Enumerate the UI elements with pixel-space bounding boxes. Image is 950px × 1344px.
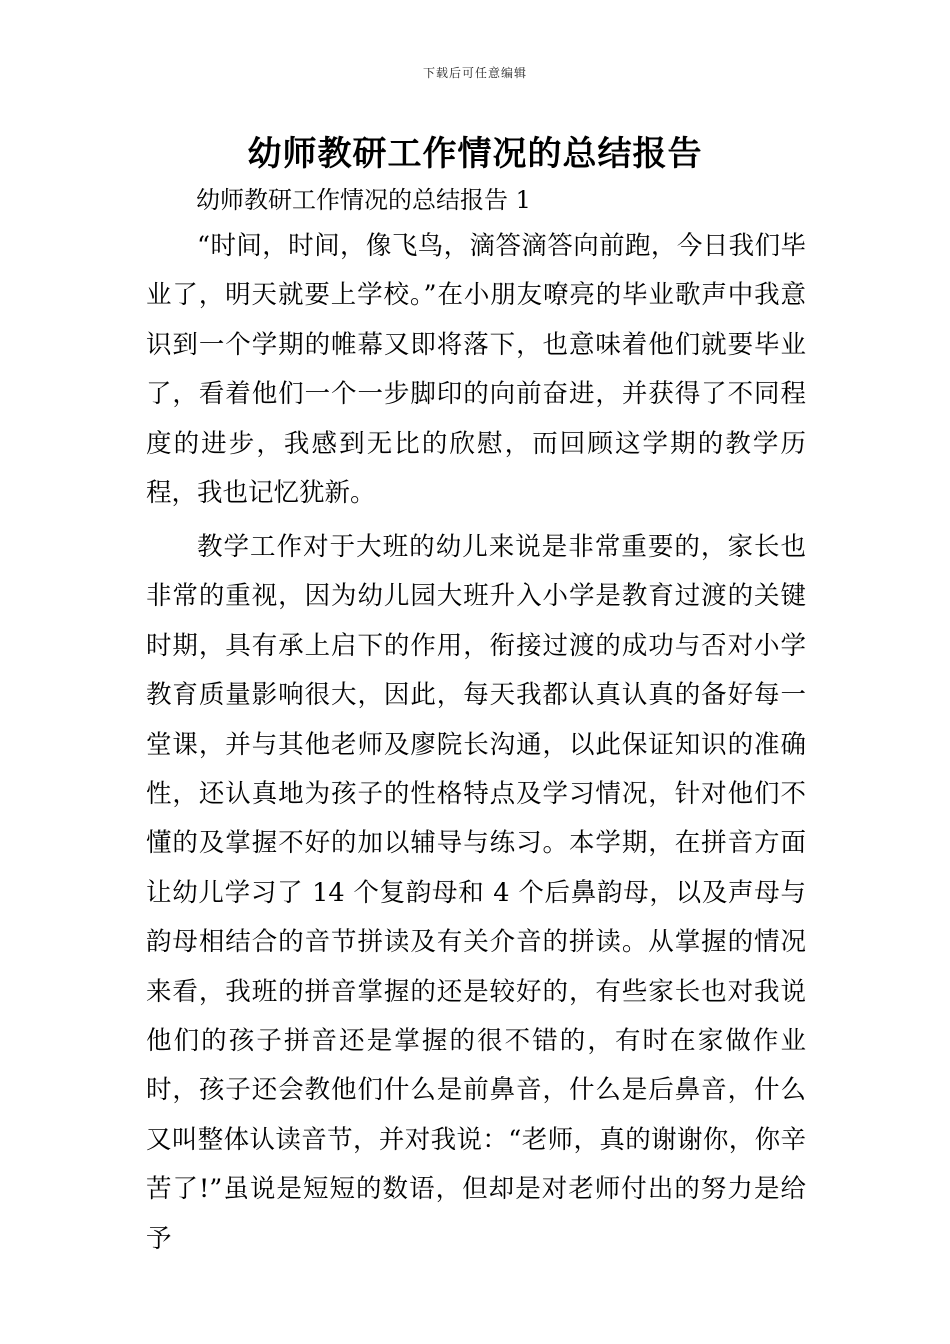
section-subtitle: 幼师教研工作情况的总结报告 1 [196,186,531,214]
header-note: 下载后可任意编辑 [422,66,527,80]
paragraph-2: 教学工作对于大班的幼儿来说是非常重要的，家长也非常的重视，因为幼儿园大班升入小学是教育过渡的关键时期，具有承上启下的作用，衔接过渡的成功与否对小学教育质量影响很大，因此，每天我都认真认真的备好每一堂课，并与其他老师及廖院长沟通，以此保证知识的准确性，还认真地为孩子的性格特点及学习情况，针对他们不懂的及掌握不好的加以辅导与练习。本学期，在拼音方面让幼儿学习了 14 个复韵母和 4 个后鼻韵母，以及声母与韵母相结合的音节拼读及有关介音的拼读。从掌握的情况来看，我班的拼音掌握的还是较好的，有些家长也对我说他们的孩子拼音还是掌握的很不错的，有时在家做作业时，孩子还会教他们什么是前鼻音，什么是后鼻音，什么又叫整体认读音节，并对我说：“老师，真的谢谢你，你辛苦了!”虽说是短短的数语，但却是对老师付出的努力是给予 [146,532,806,1254]
paragraph-1: “时间，时间，像飞鸟，滴答滴答向前跑，今日我们毕业了，明天就要上学校。”在小朋友嘹亮的毕业歌声中我意识到一个学期的帷幕又即将落下，也意味着他们就要毕业了，看着他们一个一步脚印的向前奋进，并获得了不同程度的进步，我感到无比的欣慰，而回顾这学期的教学历程，我也记忆犹新。 [146,231,806,509]
document-title: 幼师教研工作情况的总结报告 [247,134,703,174]
